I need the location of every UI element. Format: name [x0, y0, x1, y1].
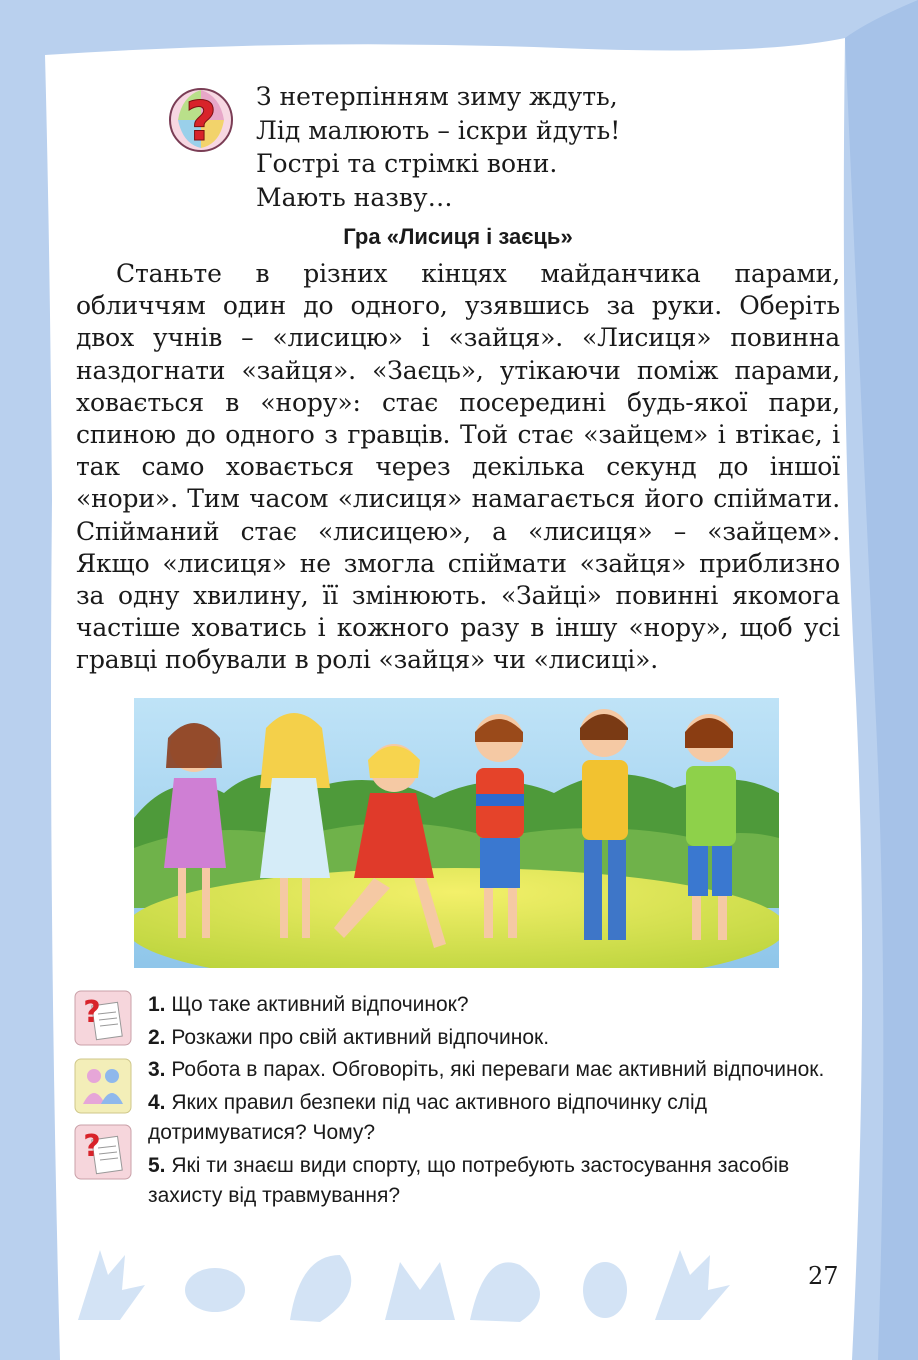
svg-text:?: ?: [83, 995, 101, 1030]
children-playing-illustration: [134, 698, 779, 968]
riddle-poem: [256, 80, 816, 214]
question-text: Яких правил безпеки під час активного відпочинку слід дотримуватися? Чому?: [148, 1090, 707, 1144]
pair-work-icon: [74, 1058, 132, 1114]
question-number: 4.: [148, 1090, 166, 1114]
svg-text:?: ?: [83, 1129, 101, 1164]
question-text: Які ти знаєш види спорту, що потребують застосування засобів захисту від травмування?: [148, 1153, 790, 1207]
riddle-line: З нетерпінням зиму ждуть,: [256, 82, 618, 111]
riddle-line: Мають назву…: [256, 182, 453, 212]
page-number: 27: [808, 1262, 839, 1290]
question-item: [148, 990, 848, 1021]
questions-list: [148, 990, 848, 1214]
question-item: [148, 1088, 848, 1149]
question-puzzle-icon: [168, 82, 234, 154]
question-sheet-icon: [74, 990, 132, 1046]
svg-text:?: ?: [185, 90, 217, 153]
leaves-decoration: [78, 1250, 730, 1322]
question-text: Робота в парах. Обговоріть, які переваги має активний відпочинок.: [165, 1058, 825, 1081]
question-item: [148, 1055, 848, 1086]
riddle-line: Лід малюють – іскри йдуть!: [256, 115, 621, 145]
question-number: 5.: [148, 1153, 166, 1177]
game-description: Станьте в різних кінцях майданчика парами, обличчям один до одного, узявшись за руки. Оберіть двох учнів – «лисицю» і «зайця». «Лисиця» повинна наздогнати «зайця». «Заєць», утікаючи поміж парами, ховається в «нору»: стає посередині будь-якої пари, спиною до одного з гравців. Той стає «зайцем» і втікає, і так само ховається через декілька секунд до іншої «нори». Тим часом «лисиця» намагається його спіймати. Спійманий стає «лисицею», а «лисиця» – «зайцем». Якщо «лисиця» не змогла спіймати «зайця» приблизно за одну хвилину, її змінюють. «Зайці» повинні якомога частіше ховатись і кожного разу в іншу «нору», щоб усі гравці побували в ролі «зайця» чи «лисиці».: [76, 259, 840, 675]
question-item: [148, 1151, 848, 1212]
question-number: 3.: [148, 1058, 166, 1081]
question-sheet-icon: [74, 1124, 132, 1180]
question-text: Розкажи про свій активний відпочинок.: [165, 1025, 550, 1049]
question-number: 2.: [148, 1025, 166, 1049]
question-text: Що таке активний відпочинок?: [165, 993, 469, 1016]
riddle-line: Гострі та стрімкі вони.: [256, 149, 558, 178]
game-title: Гра «Лисиця і заєць»: [343, 224, 573, 249]
question-number: 1.: [148, 993, 166, 1016]
question-item: [148, 1023, 848, 1054]
